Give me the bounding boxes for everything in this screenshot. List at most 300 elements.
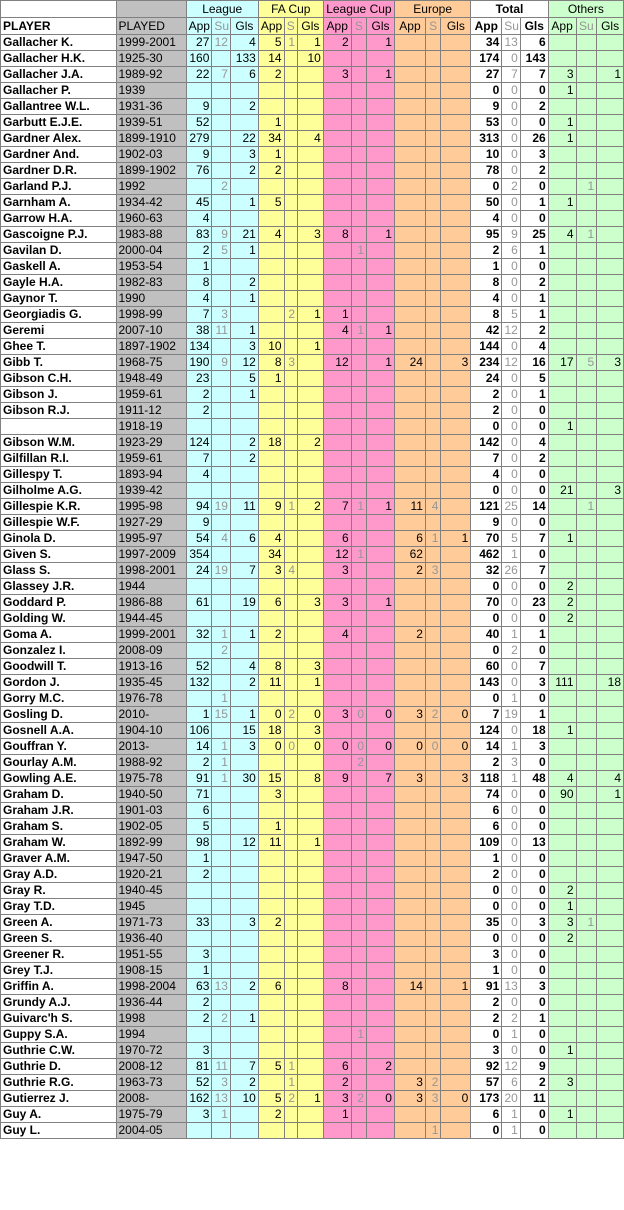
cell-europe-sub bbox=[425, 355, 440, 371]
cell-europe-app bbox=[394, 339, 425, 355]
cell-total-gls: 0 bbox=[520, 899, 548, 915]
cell-total-app: 74 bbox=[471, 787, 502, 803]
cell-europe-sub: 2 bbox=[425, 1075, 440, 1091]
cell-league-sub bbox=[212, 931, 231, 947]
cell-europe-sub bbox=[425, 643, 440, 659]
cell-others-app: 17 bbox=[548, 355, 576, 371]
table-row bbox=[1, 659, 624, 675]
cell-league-app: 3 bbox=[186, 1107, 212, 1123]
cell-others-gls bbox=[597, 563, 624, 579]
cell-others-gls bbox=[597, 419, 624, 435]
table-row bbox=[1, 1075, 624, 1091]
cell-others-sub: 1 bbox=[576, 227, 597, 243]
cell-total-sub: 0 bbox=[502, 931, 521, 947]
cell-fa-cup-sub bbox=[284, 195, 297, 211]
cell-others-app: 4 bbox=[548, 227, 576, 243]
cell-others-app bbox=[548, 1059, 576, 1075]
cell-league-cup-sub bbox=[351, 451, 366, 467]
cell-fa-cup-app bbox=[258, 275, 284, 291]
cell-others-sub bbox=[576, 1059, 597, 1075]
table-row bbox=[1, 195, 624, 211]
cell-fa-cup-gls bbox=[298, 803, 324, 819]
cell-others-sub bbox=[576, 483, 597, 499]
cell-others-app bbox=[548, 851, 576, 867]
cell-fa-cup-sub bbox=[284, 131, 297, 147]
cell-europe-app bbox=[394, 787, 425, 803]
cell-fa-cup-app: 2 bbox=[258, 163, 284, 179]
cell-league-cup-app bbox=[323, 675, 351, 691]
player-name: Garrow H.A. bbox=[1, 211, 117, 227]
cell-europe-gls: 3 bbox=[441, 355, 471, 371]
cell-fa-cup-app: 34 bbox=[258, 131, 284, 147]
cell-total-app: 234 bbox=[471, 355, 502, 371]
cell-others-sub bbox=[576, 883, 597, 899]
played-years: 1897-1902 bbox=[116, 339, 186, 355]
cell-league-cup-sub: 2 bbox=[351, 755, 366, 771]
cell-league-cup-app: 6 bbox=[323, 531, 351, 547]
cell-league-sub bbox=[212, 883, 231, 899]
player-name: Greener R. bbox=[1, 947, 117, 963]
cell-europe-sub bbox=[425, 147, 440, 163]
table-row bbox=[1, 611, 624, 627]
table-row bbox=[1, 323, 624, 339]
cell-total-gls: 26 bbox=[520, 131, 548, 147]
cell-league-gls bbox=[230, 403, 258, 419]
cell-europe-sub bbox=[425, 675, 440, 691]
cell-fa-cup-app: 8 bbox=[258, 355, 284, 371]
cell-total-sub: 6 bbox=[502, 243, 521, 259]
cell-others-gls bbox=[597, 627, 624, 643]
table-row bbox=[1, 243, 624, 259]
cell-total-app: 2 bbox=[471, 403, 502, 419]
cell-league-cup-sub bbox=[351, 467, 366, 483]
cell-fa-cup-gls bbox=[298, 611, 324, 627]
cell-fa-cup-gls: 1 bbox=[298, 675, 324, 691]
cell-others-sub bbox=[576, 547, 597, 563]
cell-europe-gls bbox=[441, 563, 471, 579]
cell-league-cup-gls bbox=[367, 83, 395, 99]
cell-europe-gls bbox=[441, 515, 471, 531]
table-row bbox=[1, 563, 624, 579]
cell-league-gls bbox=[230, 691, 258, 707]
cell-total-gls: 25 bbox=[520, 227, 548, 243]
cell-league-cup-gls bbox=[367, 547, 395, 563]
cell-league-cup-gls bbox=[367, 403, 395, 419]
cell-others-sub bbox=[576, 691, 597, 707]
cell-league-app: 81 bbox=[186, 1059, 212, 1075]
played-years: 1998-2001 bbox=[116, 563, 186, 579]
cell-league-gls: 12 bbox=[230, 835, 258, 851]
cell-league-sub bbox=[212, 435, 231, 451]
cell-others-sub bbox=[576, 51, 597, 67]
cell-league-sub: 11 bbox=[212, 323, 231, 339]
cell-total-gls: 0 bbox=[520, 419, 548, 435]
cell-total-sub: 0 bbox=[502, 947, 521, 963]
cell-fa-cup-sub bbox=[284, 675, 297, 691]
cell-others-sub bbox=[576, 515, 597, 531]
cell-league-cup-app bbox=[323, 147, 351, 163]
cell-league-cup-sub bbox=[351, 51, 366, 67]
cell-total-app: 24 bbox=[471, 371, 502, 387]
cell-fa-cup-sub bbox=[284, 995, 297, 1011]
cell-others-sub bbox=[576, 467, 597, 483]
cell-europe-app bbox=[394, 323, 425, 339]
cell-fa-cup-app: 34 bbox=[258, 547, 284, 563]
cell-europe-gls bbox=[441, 499, 471, 515]
table-row bbox=[1, 371, 624, 387]
cell-fa-cup-gls bbox=[298, 819, 324, 835]
table-row bbox=[1, 835, 624, 851]
cell-league-sub bbox=[212, 259, 231, 275]
cell-europe-app bbox=[394, 195, 425, 211]
table-row bbox=[1, 531, 624, 547]
cell-total-sub: 0 bbox=[502, 1043, 521, 1059]
cell-league-cup-sub bbox=[351, 1043, 366, 1059]
cell-others-gls bbox=[597, 323, 624, 339]
cell-league-cup-sub: 1 bbox=[351, 243, 366, 259]
cell-others-gls bbox=[597, 243, 624, 259]
cell-total-app: 0 bbox=[471, 643, 502, 659]
played-years: 1939-42 bbox=[116, 483, 186, 499]
cell-europe-app bbox=[394, 723, 425, 739]
cell-league-app: 2 bbox=[186, 867, 212, 883]
cell-europe-app bbox=[394, 435, 425, 451]
table-body bbox=[1, 35, 624, 1139]
cell-europe-gls bbox=[441, 435, 471, 451]
player-name bbox=[1, 419, 117, 435]
played-years: 1953-54 bbox=[116, 259, 186, 275]
cell-league-cup-gls bbox=[367, 179, 395, 195]
player-name: Guivarc'h S. bbox=[1, 1011, 117, 1027]
cell-europe-gls bbox=[441, 755, 471, 771]
cell-league-app: 23 bbox=[186, 371, 212, 387]
group-header-total: Total bbox=[471, 1, 548, 18]
cell-league-cup-sub bbox=[351, 259, 366, 275]
cell-others-gls bbox=[597, 915, 624, 931]
cell-fa-cup-gls: 10 bbox=[298, 51, 324, 67]
cell-league-app bbox=[186, 883, 212, 899]
cell-total-sub: 13 bbox=[502, 35, 521, 51]
cell-league-cup-app bbox=[323, 131, 351, 147]
player-name: Garland P.J. bbox=[1, 179, 117, 195]
played-years: 1999-2001 bbox=[116, 627, 186, 643]
cell-league-gls bbox=[230, 579, 258, 595]
played-years: 2013- bbox=[116, 739, 186, 755]
cell-others-sub bbox=[576, 931, 597, 947]
table-row bbox=[1, 675, 624, 691]
cell-league-cup-gls bbox=[367, 851, 395, 867]
cell-total-app: 3 bbox=[471, 947, 502, 963]
cell-others-sub bbox=[576, 1043, 597, 1059]
table-row bbox=[1, 915, 624, 931]
cell-others-gls bbox=[597, 291, 624, 307]
played-years: 1923-29 bbox=[116, 435, 186, 451]
cell-others-app bbox=[548, 979, 576, 995]
cell-others-app bbox=[548, 371, 576, 387]
played-years: 2008-12 bbox=[116, 1059, 186, 1075]
player-name: Gillespie K.R. bbox=[1, 499, 117, 515]
cell-europe-sub bbox=[425, 307, 440, 323]
cell-total-gls: 0 bbox=[520, 483, 548, 499]
cell-others-app: 2 bbox=[548, 595, 576, 611]
cell-total-gls: 16 bbox=[520, 355, 548, 371]
cell-others-gls bbox=[597, 147, 624, 163]
cell-league-sub bbox=[212, 851, 231, 867]
table-row bbox=[1, 227, 624, 243]
cell-league-app: 9 bbox=[186, 99, 212, 115]
table-row bbox=[1, 931, 624, 947]
cell-total-gls: 3 bbox=[520, 979, 548, 995]
cell-fa-cup-app: 10 bbox=[258, 339, 284, 355]
played-years: 1982-83 bbox=[116, 275, 186, 291]
played-years: 1934-42 bbox=[116, 195, 186, 211]
cell-others-sub bbox=[576, 819, 597, 835]
cell-fa-cup-gls: 1 bbox=[298, 307, 324, 323]
cell-others-app bbox=[548, 499, 576, 515]
cell-league-sub bbox=[212, 419, 231, 435]
cell-league-app: 354 bbox=[186, 547, 212, 563]
player-name: Guppy S.A. bbox=[1, 1027, 117, 1043]
cell-others-gls bbox=[597, 1043, 624, 1059]
cell-league-cup-app bbox=[323, 211, 351, 227]
cell-europe-sub bbox=[425, 611, 440, 627]
cell-league-cup-gls bbox=[367, 99, 395, 115]
cell-fa-cup-app bbox=[258, 483, 284, 499]
cell-fa-cup-app bbox=[258, 307, 284, 323]
cell-europe-app: 62 bbox=[394, 547, 425, 563]
cell-total-app: 60 bbox=[471, 659, 502, 675]
cell-europe-gls bbox=[441, 67, 471, 83]
cell-league-cup-sub bbox=[351, 963, 366, 979]
cell-others-app bbox=[548, 563, 576, 579]
cell-europe-sub bbox=[425, 819, 440, 835]
cell-total-app: 2 bbox=[471, 867, 502, 883]
cell-others-gls bbox=[597, 307, 624, 323]
cell-others-sub bbox=[576, 67, 597, 83]
cell-league-app bbox=[186, 691, 212, 707]
cell-others-app: 4 bbox=[548, 771, 576, 787]
cell-others-app bbox=[548, 387, 576, 403]
cell-league-cup-gls bbox=[367, 883, 395, 899]
cell-fa-cup-gls bbox=[298, 147, 324, 163]
cell-total-gls: 1 bbox=[520, 627, 548, 643]
cell-total-gls: 143 bbox=[520, 51, 548, 67]
cell-fa-cup-sub bbox=[284, 1107, 297, 1123]
cell-total-sub: 26 bbox=[502, 563, 521, 579]
cell-fa-cup-gls bbox=[298, 259, 324, 275]
cell-league-sub: 3 bbox=[212, 1075, 231, 1091]
cell-others-app bbox=[548, 243, 576, 259]
cell-league-cup-app bbox=[323, 915, 351, 931]
cell-league-app: 162 bbox=[186, 1091, 212, 1107]
cell-league-cup-app bbox=[323, 803, 351, 819]
table-row bbox=[1, 755, 624, 771]
cell-total-app: 7 bbox=[471, 451, 502, 467]
cell-league-sub bbox=[212, 1027, 231, 1043]
cell-fa-cup-sub bbox=[284, 211, 297, 227]
cell-europe-gls bbox=[441, 659, 471, 675]
cell-europe-sub bbox=[425, 435, 440, 451]
cell-total-sub: 0 bbox=[502, 211, 521, 227]
played-years: 1944 bbox=[116, 579, 186, 595]
cell-others-gls: 1 bbox=[597, 67, 624, 83]
cell-europe-sub bbox=[425, 115, 440, 131]
cell-europe-app: 2 bbox=[394, 627, 425, 643]
cell-europe-sub bbox=[425, 195, 440, 211]
cell-fa-cup-sub bbox=[284, 915, 297, 931]
cell-league-app bbox=[186, 1123, 212, 1139]
cell-league-cup-sub bbox=[351, 403, 366, 419]
cell-others-gls bbox=[597, 819, 624, 835]
player-name: Guy A. bbox=[1, 1107, 117, 1123]
cell-league-cup-app bbox=[323, 259, 351, 275]
cell-fa-cup-app bbox=[258, 691, 284, 707]
cell-others-sub bbox=[576, 627, 597, 643]
cell-total-app: 462 bbox=[471, 547, 502, 563]
cell-others-sub bbox=[576, 611, 597, 627]
cell-europe-app bbox=[394, 83, 425, 99]
cell-total-app: 1 bbox=[471, 259, 502, 275]
cell-others-app bbox=[548, 339, 576, 355]
cell-others-sub bbox=[576, 419, 597, 435]
cell-league-sub bbox=[212, 787, 231, 803]
cell-europe-gls bbox=[441, 323, 471, 339]
cell-league-cup-gls bbox=[367, 659, 395, 675]
cell-europe-app bbox=[394, 595, 425, 611]
cell-others-gls bbox=[597, 115, 624, 131]
cell-others-sub bbox=[576, 1075, 597, 1091]
cell-total-gls: 1 bbox=[520, 1011, 548, 1027]
cell-fa-cup-app: 8 bbox=[258, 659, 284, 675]
cell-total-gls: 5 bbox=[520, 371, 548, 387]
cell-league-cup-sub bbox=[351, 1059, 366, 1075]
cell-league-cup-gls bbox=[367, 275, 395, 291]
cell-fa-cup-gls: 0 bbox=[298, 739, 324, 755]
cell-total-app: 173 bbox=[471, 1091, 502, 1107]
cell-others-sub bbox=[576, 723, 597, 739]
played-years: 1998 bbox=[116, 1011, 186, 1027]
played-years: 1992 bbox=[116, 179, 186, 195]
cell-league-gls bbox=[230, 755, 258, 771]
cell-fa-cup-gls bbox=[298, 515, 324, 531]
cell-others-sub bbox=[576, 131, 597, 147]
cell-total-app: 53 bbox=[471, 115, 502, 131]
cell-europe-gls bbox=[441, 371, 471, 387]
player-name: Gillespie W.F. bbox=[1, 515, 117, 531]
cell-fa-cup-gls: 1 bbox=[298, 35, 324, 51]
cell-total-app: 142 bbox=[471, 435, 502, 451]
player-name: Gibson W.M. bbox=[1, 435, 117, 451]
cell-league-gls: 11 bbox=[230, 499, 258, 515]
cell-others-sub bbox=[576, 563, 597, 579]
cell-fa-cup-app bbox=[258, 883, 284, 899]
cell-others-sub bbox=[576, 835, 597, 851]
table-row bbox=[1, 51, 624, 67]
cell-fa-cup-sub: 2 bbox=[284, 1091, 297, 1107]
cell-others-app bbox=[548, 259, 576, 275]
cell-league-sub bbox=[212, 803, 231, 819]
cell-fa-cup-app: 2 bbox=[258, 915, 284, 931]
cell-total-app: 70 bbox=[471, 595, 502, 611]
cell-league-cup-app bbox=[323, 195, 351, 211]
cell-total-app: 70 bbox=[471, 531, 502, 547]
cell-others-sub bbox=[576, 195, 597, 211]
cell-others-sub bbox=[576, 963, 597, 979]
cell-europe-gls bbox=[441, 803, 471, 819]
cell-league-gls bbox=[230, 211, 258, 227]
player-name: Garbutt E.J.E. bbox=[1, 115, 117, 131]
cell-others-app bbox=[548, 867, 576, 883]
cell-europe-gls bbox=[441, 947, 471, 963]
played-years: 1990 bbox=[116, 291, 186, 307]
player-name: Gilfillan R.I. bbox=[1, 451, 117, 467]
cell-league-sub: 9 bbox=[212, 227, 231, 243]
cell-league-cup-app: 8 bbox=[323, 227, 351, 243]
cell-league-cup-sub bbox=[351, 867, 366, 883]
cell-league-sub bbox=[212, 291, 231, 307]
column-header-league-cup-gls: Gls bbox=[367, 18, 395, 35]
table-row bbox=[1, 947, 624, 963]
cell-europe-app bbox=[394, 851, 425, 867]
table-row bbox=[1, 83, 624, 99]
cell-league-cup-gls bbox=[367, 515, 395, 531]
cell-league-sub bbox=[212, 595, 231, 611]
cell-league-cup-sub: 0 bbox=[351, 739, 366, 755]
cell-europe-gls bbox=[441, 163, 471, 179]
cell-league-sub: 3 bbox=[212, 307, 231, 323]
cell-league-gls: 2 bbox=[230, 675, 258, 691]
cell-fa-cup-sub bbox=[284, 99, 297, 115]
cell-total-app: 0 bbox=[471, 419, 502, 435]
cell-league-cup-app bbox=[323, 611, 351, 627]
cell-europe-sub: 4 bbox=[425, 499, 440, 515]
cell-total-app: 4 bbox=[471, 291, 502, 307]
cell-others-gls bbox=[597, 163, 624, 179]
played-years: 1901-03 bbox=[116, 803, 186, 819]
cell-league-cup-sub bbox=[351, 995, 366, 1011]
cell-league-cup-sub bbox=[351, 835, 366, 851]
player-name: Gonzalez I. bbox=[1, 643, 117, 659]
table-row bbox=[1, 1107, 624, 1123]
cell-league-sub: 13 bbox=[212, 979, 231, 995]
cell-league-cup-sub bbox=[351, 1011, 366, 1027]
cell-fa-cup-app bbox=[258, 803, 284, 819]
cell-league-app: 3 bbox=[186, 947, 212, 963]
cell-league-app: 76 bbox=[186, 163, 212, 179]
cell-fa-cup-sub bbox=[284, 419, 297, 435]
cell-total-gls: 0 bbox=[520, 883, 548, 899]
player-name: Ghee T. bbox=[1, 339, 117, 355]
cell-league-sub bbox=[212, 947, 231, 963]
cell-fa-cup-sub bbox=[284, 83, 297, 99]
cell-total-gls: 0 bbox=[520, 1123, 548, 1139]
cell-league-cup-app: 3 bbox=[323, 1091, 351, 1107]
cell-fa-cup-gls: 1 bbox=[298, 339, 324, 355]
cell-europe-sub bbox=[425, 803, 440, 819]
cell-total-app: 9 bbox=[471, 515, 502, 531]
cell-league-sub: 2 bbox=[212, 1011, 231, 1027]
cell-league-cup-gls: 1 bbox=[367, 355, 395, 371]
cell-league-gls bbox=[230, 115, 258, 131]
cell-fa-cup-app bbox=[258, 867, 284, 883]
cell-fa-cup-app bbox=[258, 963, 284, 979]
cell-league-app: 4 bbox=[186, 467, 212, 483]
cell-league-gls bbox=[230, 819, 258, 835]
table-row bbox=[1, 179, 624, 195]
cell-league-gls bbox=[230, 931, 258, 947]
cell-europe-app bbox=[394, 467, 425, 483]
cell-fa-cup-app: 18 bbox=[258, 723, 284, 739]
